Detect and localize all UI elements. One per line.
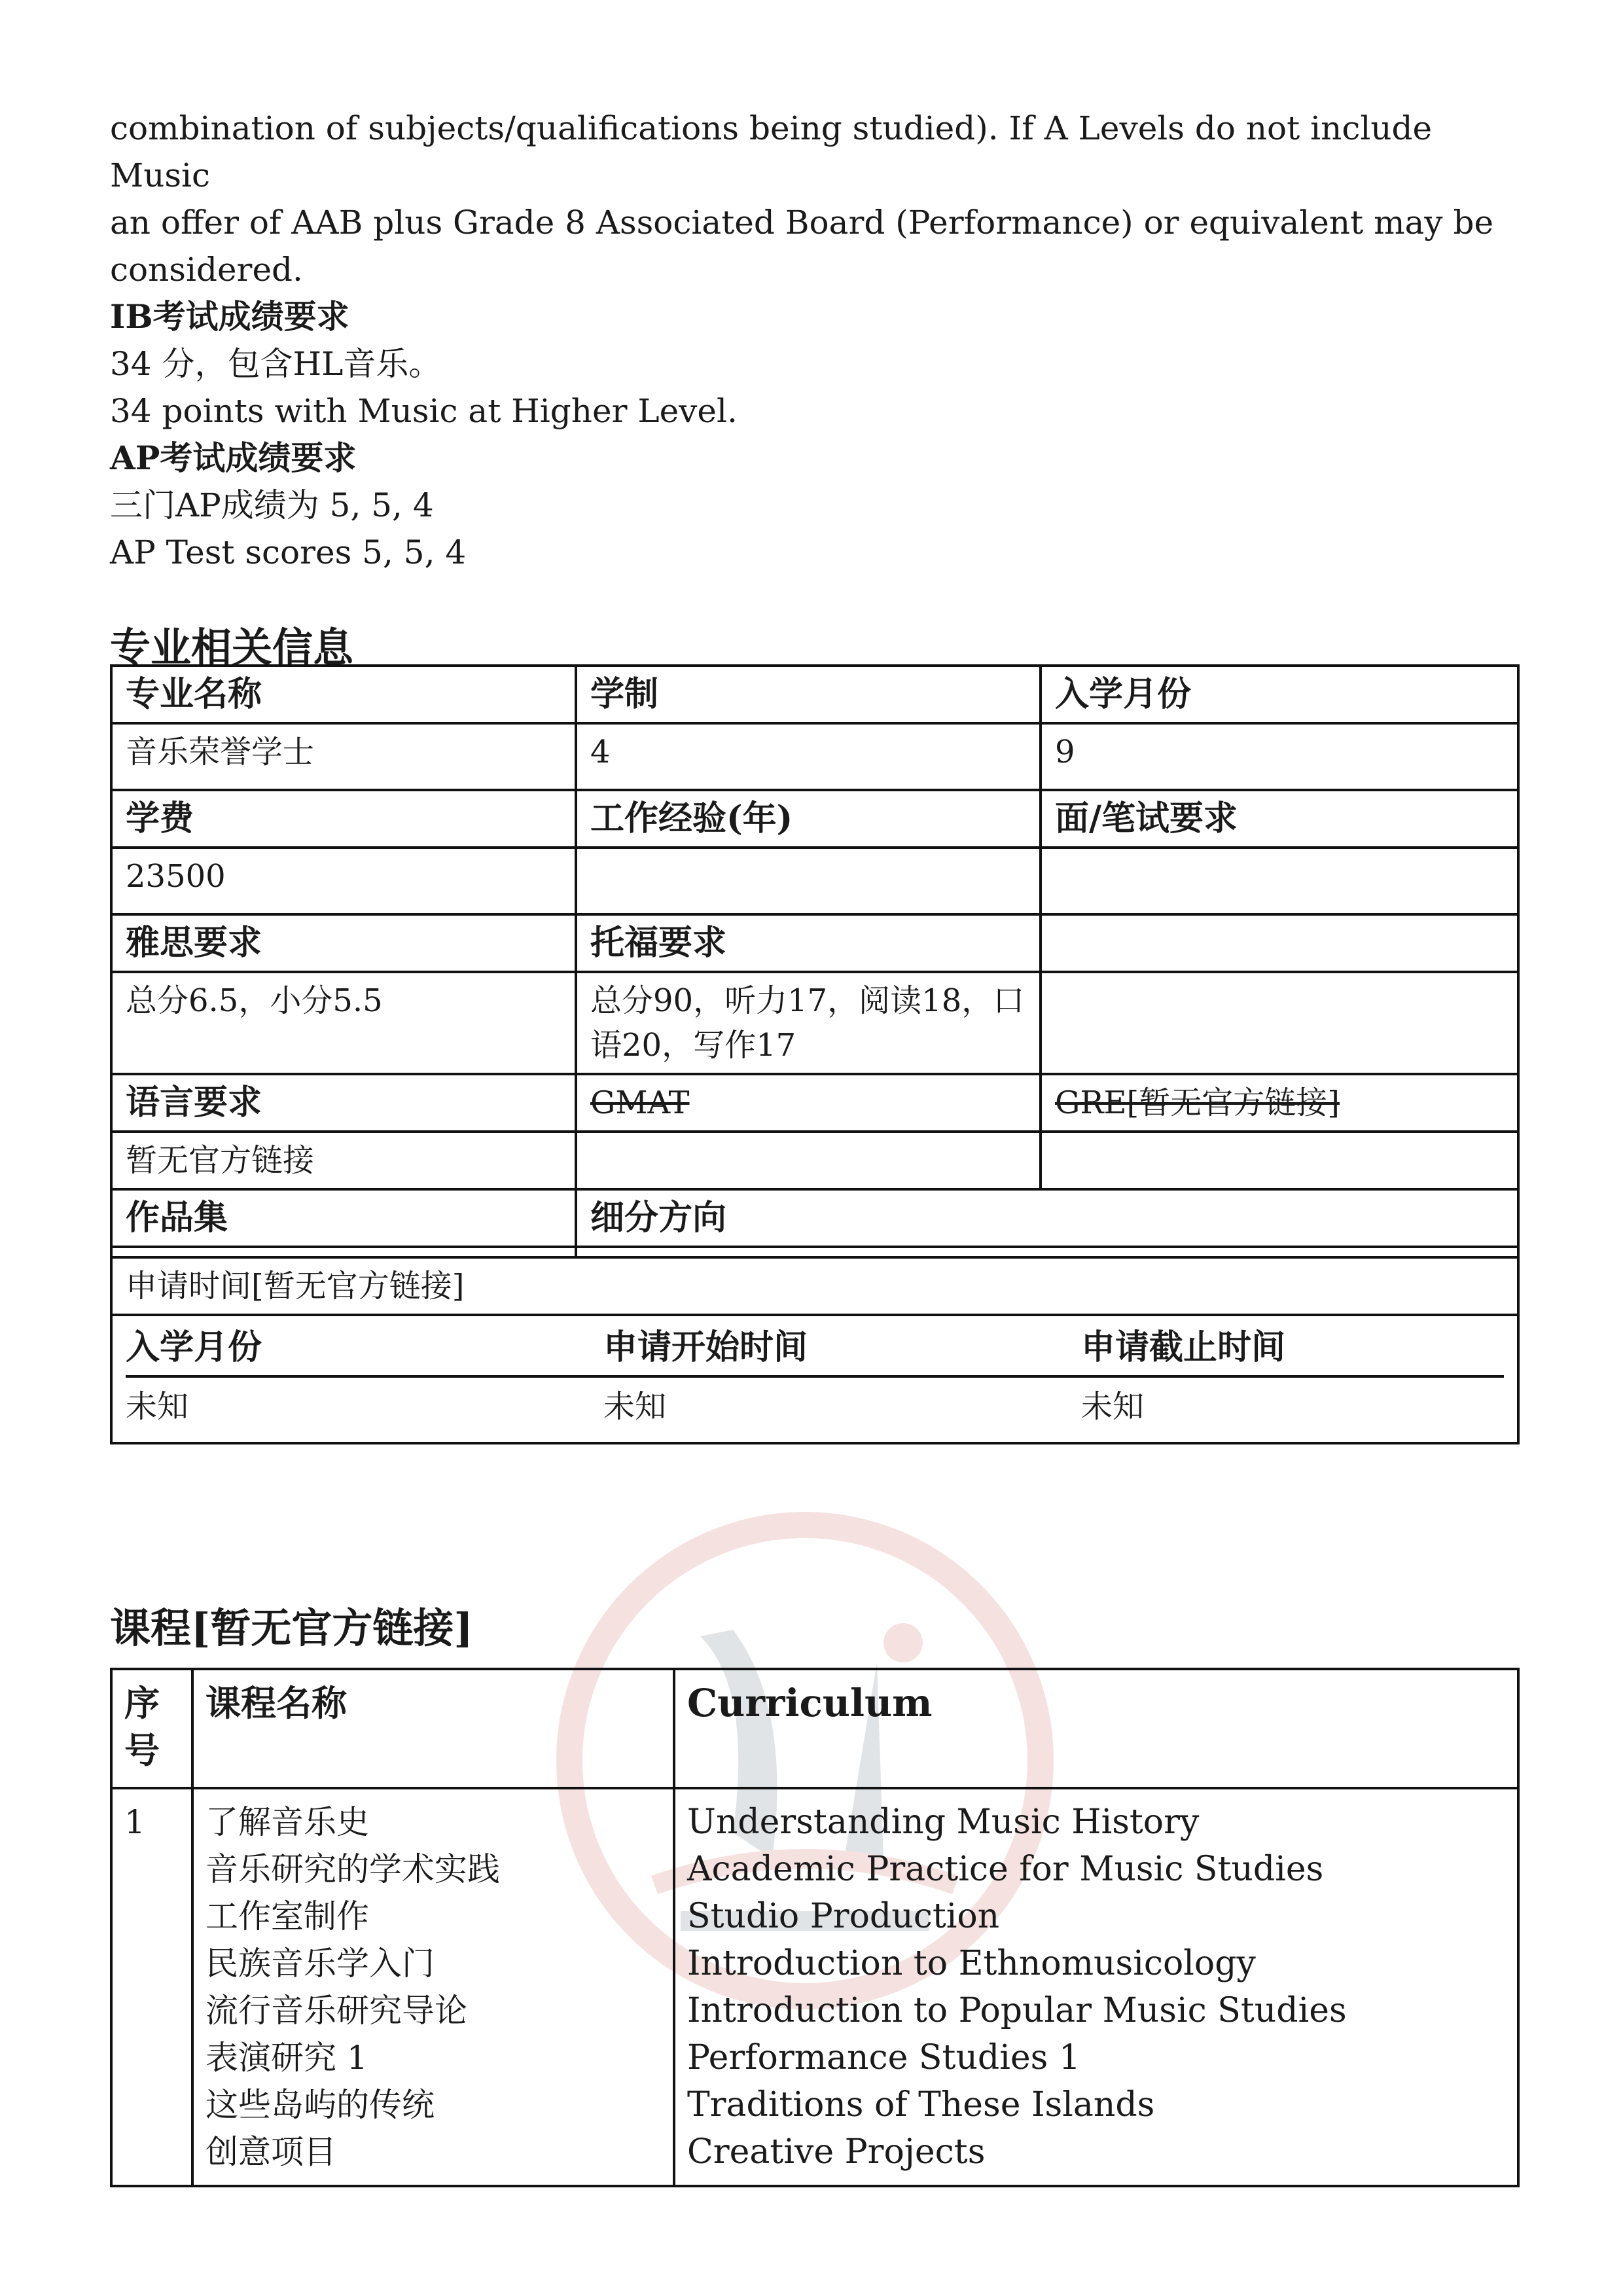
course-en: Academic Practice for Music Studies [687, 1850, 1324, 1889]
intro-line-1: combination of subjects/qualifications being studied). If A Levels do not include Music [110, 109, 1433, 194]
cell-tuition-label: 学费 [111, 790, 576, 848]
cell-toefl: 总分90，听力17，阅读18，口语20，写作17 [576, 972, 1041, 1074]
course-cn: 音乐研究的学术实践 [205, 1850, 500, 1888]
course-en: Traditions of These Islands [687, 2085, 1155, 2125]
cell-empty-1 [1041, 914, 1518, 972]
cell-empty-2 [1041, 972, 1518, 1074]
cell-ielts-label: 雅思要求 [111, 914, 576, 972]
curriculum-title: 课程[暂无官方链接] [110, 1604, 473, 1652]
cell-portfolio [111, 1247, 576, 1257]
curriculum-header-en: Curriculum [674, 1669, 1518, 1788]
course-en: Creative Projects [687, 2132, 986, 2172]
curriculum-courses-en [674, 1788, 1518, 2186]
intro-line-3: considered. [110, 251, 303, 289]
ib-heading: IB考试成绩要求 [110, 297, 349, 336]
major-info-table [110, 664, 1520, 1444]
cell-interview [1041, 848, 1518, 914]
cell-work-exp [576, 848, 1041, 914]
course-en: Performance Studies 1 [687, 2038, 1080, 2077]
cell-duration-label: 学制 [576, 666, 1041, 723]
cell-portfolio-label: 作品集 [111, 1189, 576, 1247]
intro-line-2: an offer of AAB plus Grade 8 Associated Board (Performance) or equivalent may be [110, 204, 1494, 242]
cell-gre-value [1041, 1132, 1518, 1189]
ib-line-en: 34 points with Music at Higher Level. [110, 392, 738, 430]
course-en: Studio Production [687, 1897, 1000, 1936]
cell-specialization-label: 细分方向 [576, 1189, 1518, 1247]
app-deadline-header: 申请截止时间 [1081, 1325, 1504, 1378]
ib-line-cn: 34 分，包含HL音乐。 [110, 345, 442, 383]
document-top-section [110, 105, 1520, 674]
cell-gre: GRE[暂无官方链接] [1041, 1074, 1518, 1132]
application-schedule [126, 1325, 1504, 1429]
course-cn: 了解音乐史 [205, 1803, 369, 1841]
ap-heading: AP考试成绩要求 [110, 439, 357, 477]
app-start-header: 申请开始时间 [603, 1325, 1081, 1378]
application-time-cell: 申请时间[暂无官方链接] [111, 1257, 1518, 1315]
course-cn: 工作室制作 [205, 1897, 369, 1935]
ap-line-cn: 三门AP成绩为 5, 5, 4 [110, 486, 434, 524]
cell-ielts: 总分6.5，小分5.5 [111, 972, 576, 1074]
major-info-title: 专业相关信息 [110, 624, 354, 672]
cell-specialization [576, 1247, 1518, 1257]
curriculum-header-name: 课程名称 [192, 1669, 674, 1788]
cell-gmat-value [576, 1132, 1041, 1189]
cell-gmat: GMAT [576, 1074, 1041, 1132]
curriculum-header-number: 序号 [111, 1669, 192, 1788]
application-schedule-cell [111, 1315, 1518, 1443]
app-intake-value: 未知 [126, 1388, 189, 1425]
course-cn: 创意项目 [205, 2133, 336, 2171]
cell-work-exp-label: 工作经验(年) [576, 790, 1041, 848]
cell-major-name-label: 专业名称 [111, 666, 576, 723]
cell-tuition: 23500 [111, 848, 576, 914]
cell-toefl-label: 托福要求 [576, 914, 1041, 972]
app-deadline-value: 未知 [1081, 1388, 1145, 1425]
cell-duration: 4 [576, 723, 1041, 790]
cell-intake-label: 入学月份 [1041, 666, 1518, 723]
app-intake-header: 入学月份 [126, 1325, 603, 1378]
app-start-value: 未知 [603, 1388, 667, 1425]
curriculum-row-number: 1 [111, 1788, 192, 2186]
cell-language-label: 语言要求 [111, 1074, 576, 1132]
ap-line-en: AP Test scores 5, 5, 4 [110, 533, 467, 571]
course-en: Introduction to Popular Music Studies [687, 1991, 1347, 2030]
course-cn: 表演研究 1 [205, 2039, 368, 2077]
course-cn: 民族音乐学入门 [205, 1945, 435, 1982]
curriculum-courses-cn [192, 1788, 674, 2186]
course-en: Understanding Music History [687, 1803, 1200, 1842]
cell-major-name: 音乐荣誉学士 [111, 723, 576, 790]
course-en: Introduction to Ethnomusicology [687, 1944, 1256, 1983]
course-cn: 这些岛屿的传统 [205, 2086, 435, 2124]
cell-language: 暂无官方链接 [111, 1132, 576, 1189]
cell-interview-label: 面/笔试要求 [1041, 790, 1518, 848]
curriculum-table [110, 1668, 1520, 2187]
course-cn: 流行音乐研究导论 [205, 1992, 467, 2030]
cell-intake: 9 [1041, 723, 1518, 790]
